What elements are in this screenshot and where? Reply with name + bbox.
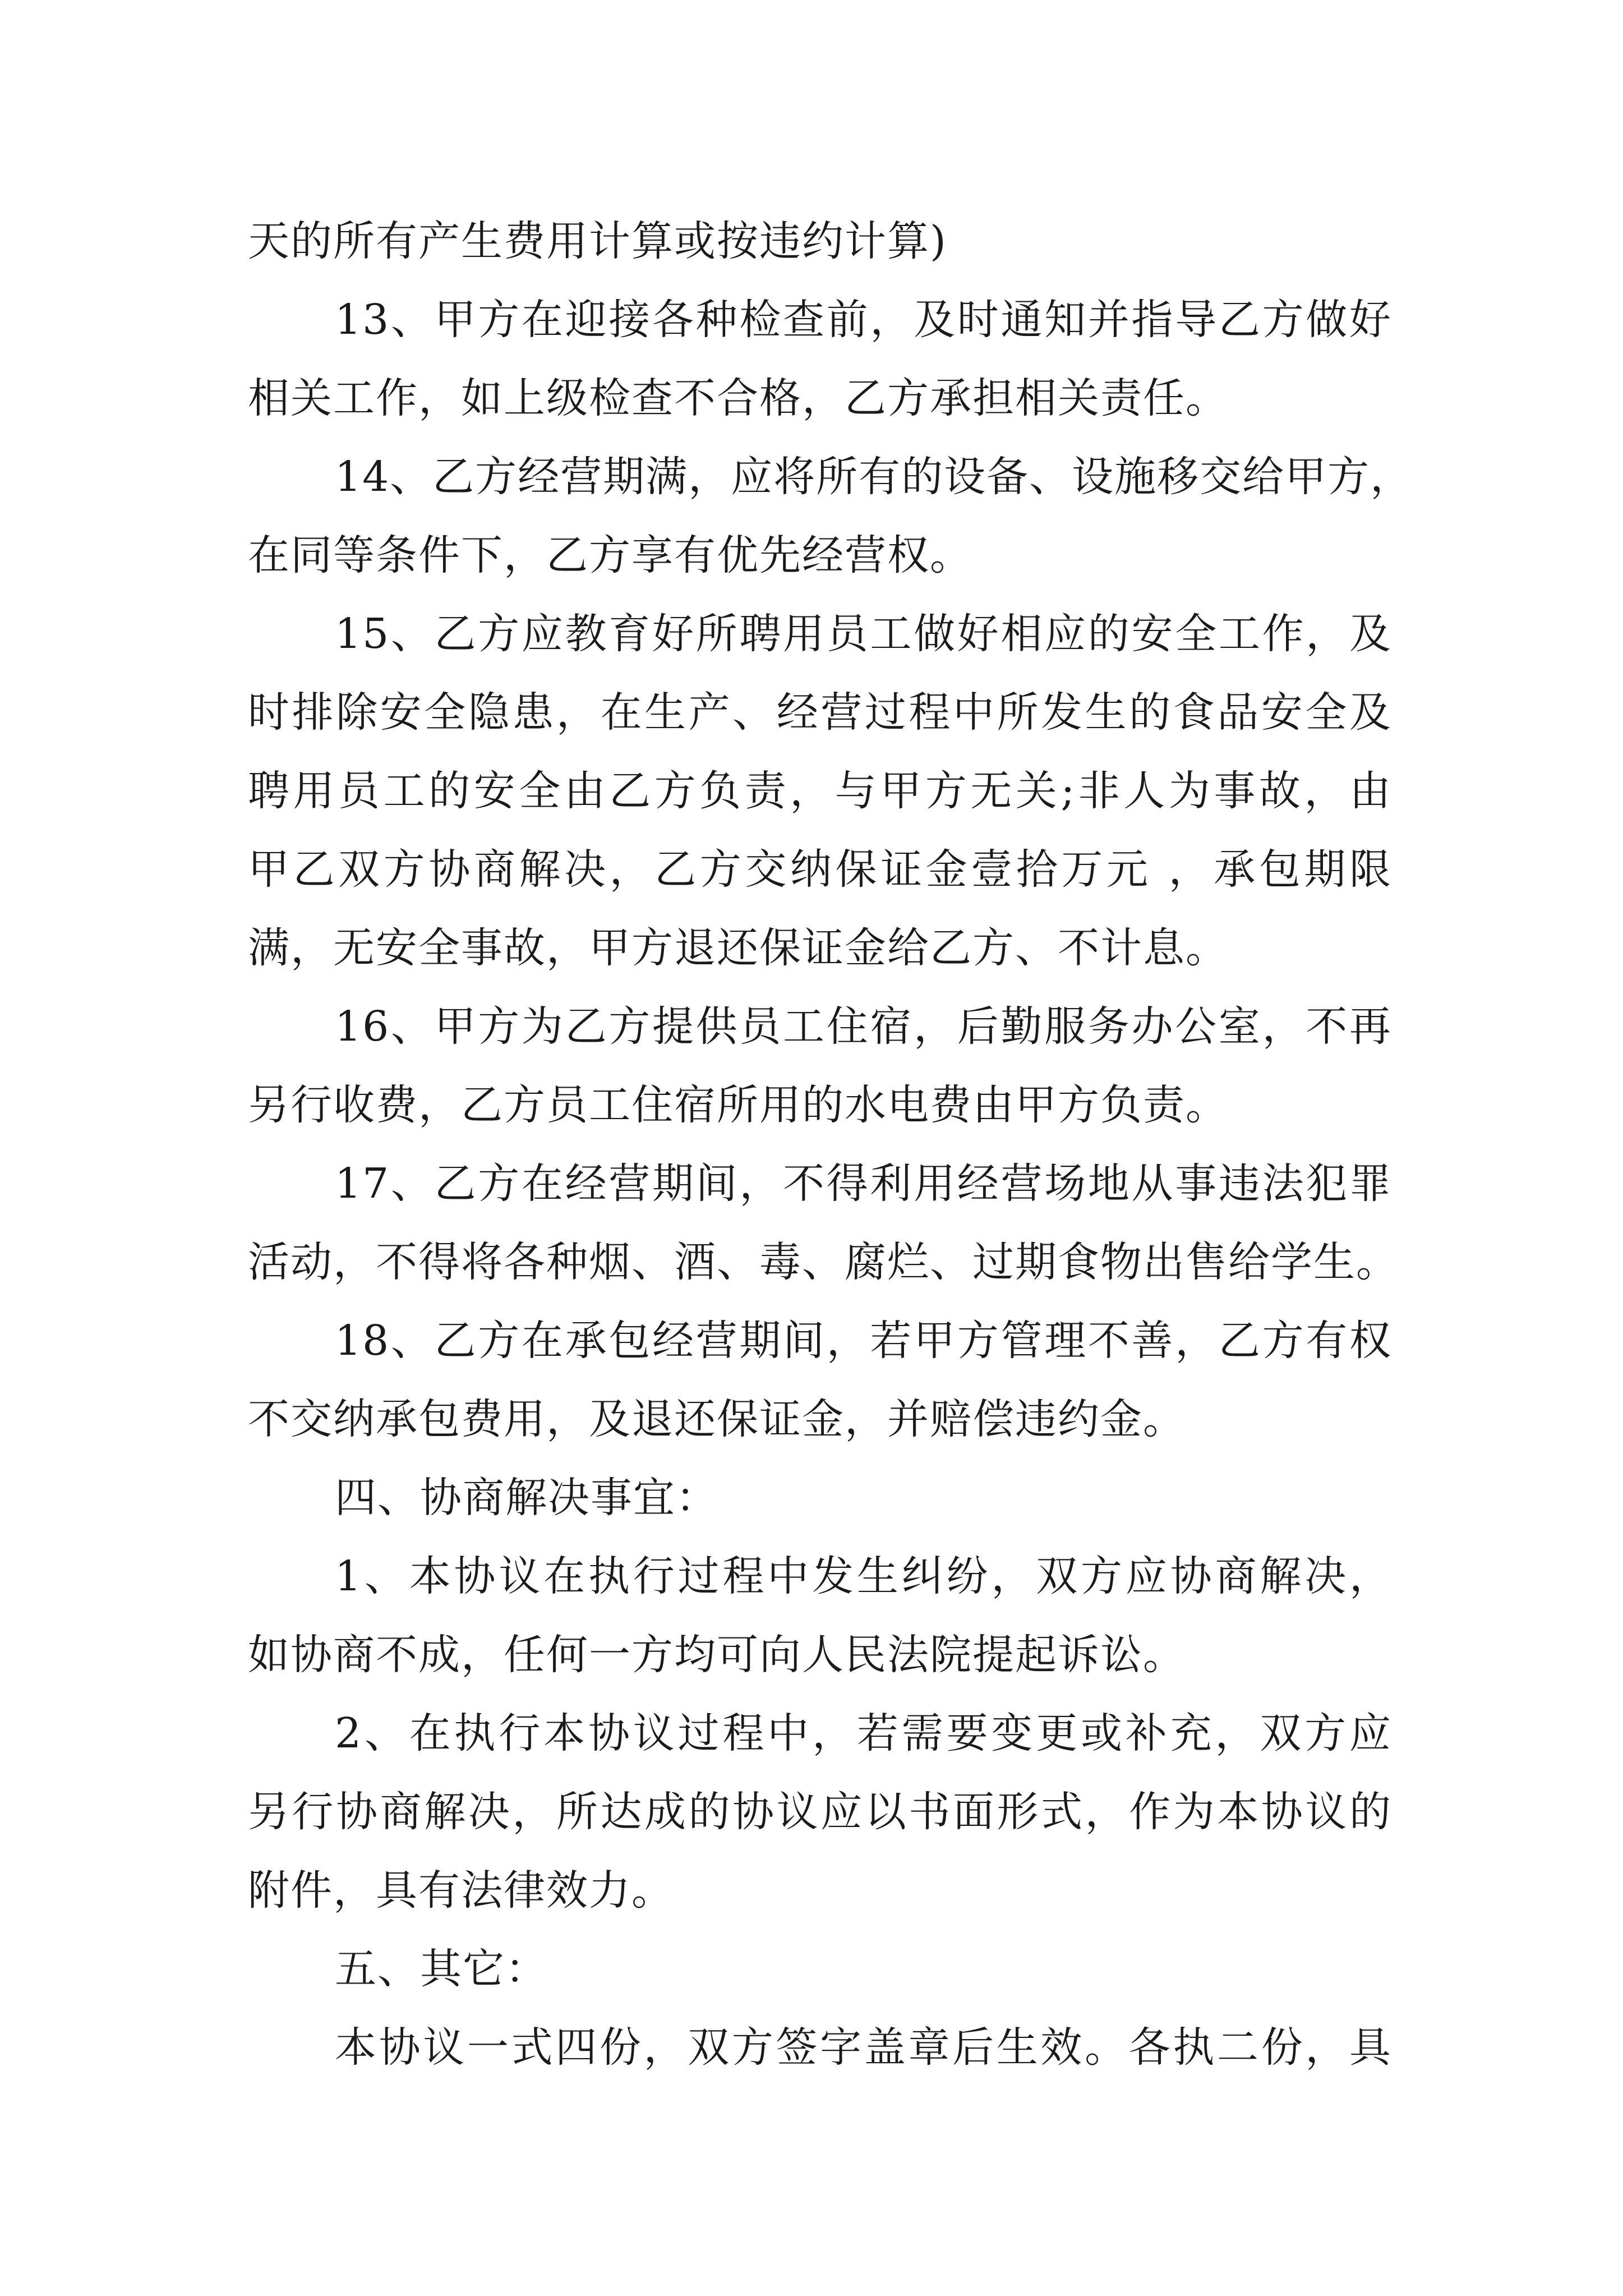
text-line: 满，无安全事故，甲方退还保证金给乙方、不计息。 bbox=[248, 924, 1228, 972]
section-heading: 五、其它： bbox=[335, 1945, 548, 1993]
section-heading: 四、协商解决事宜： bbox=[335, 1474, 718, 1522]
text-line: 18、乙方在承包经营期间，若甲方管理不善，乙方有权 bbox=[335, 1317, 1392, 1365]
text-line: 14、乙方经营期满，应将所有的设备、设施移交给甲方， bbox=[335, 453, 1413, 501]
text-line: 时排除安全隐患，在生产、经营过程中所发生的食品安全及 bbox=[248, 688, 1392, 737]
text-line: 2、在执行本协议过程中，若需要变更或补充，双方应 bbox=[335, 1709, 1392, 1757]
text-line: 15、乙方应教育好所聘用员工做好相应的安全工作，及 bbox=[335, 610, 1392, 658]
text-line: 如协商不成，任何一方均可向人民法院提起诉讼。 bbox=[248, 1631, 1186, 1679]
text-line: 活动，不得将各种烟、酒、毒、腐烂、过期食物出售给学生。 bbox=[248, 1238, 1399, 1286]
text-line: 16、甲方为乙方提供员工住宿，后勤服务办公室，不再 bbox=[335, 1002, 1392, 1051]
text-line: 聘用员工的安全由乙方负责，与甲方无关;非人为事故，由 bbox=[248, 767, 1392, 815]
text-line: 甲乙双方协商解决，乙方交纳保证金壹拾万元 ，承包期限 bbox=[248, 845, 1392, 894]
text-line: 13、甲方在迎接各种检查前，及时通知并指导乙方做好 bbox=[335, 296, 1392, 344]
text-line: 另行协商解决，所达成的协议应以书面形式，作为本协议的 bbox=[248, 1788, 1392, 1836]
text-line: 相关工作，如上级检查不合格，乙方承担相关责任。 bbox=[248, 374, 1228, 422]
text-line: 在同等条件下，乙方享有优先经营权。 bbox=[248, 531, 972, 579]
text-line: 17、乙方在经营期间，不得利用经营场地从事违法犯罪 bbox=[335, 1159, 1392, 1208]
text-line: 另行收费，乙方员工住宿所用的水电费由甲方负责。 bbox=[248, 1081, 1228, 1129]
text-line: 1、本协议在执行过程中发生纠纷，双方应协商解决， bbox=[335, 1552, 1392, 1600]
text-line: 天的所有产生费用计算或按违约计算) bbox=[248, 217, 947, 265]
text-line: 本协议一式四份，双方签字盖章后生效。各执二份，具 bbox=[335, 2023, 1392, 2072]
text-line: 附件，具有法律效力。 bbox=[248, 1866, 674, 1915]
text-line: 不交纳承包费用，及退还保证金，并赔偿违约金。 bbox=[248, 1395, 1186, 1443]
